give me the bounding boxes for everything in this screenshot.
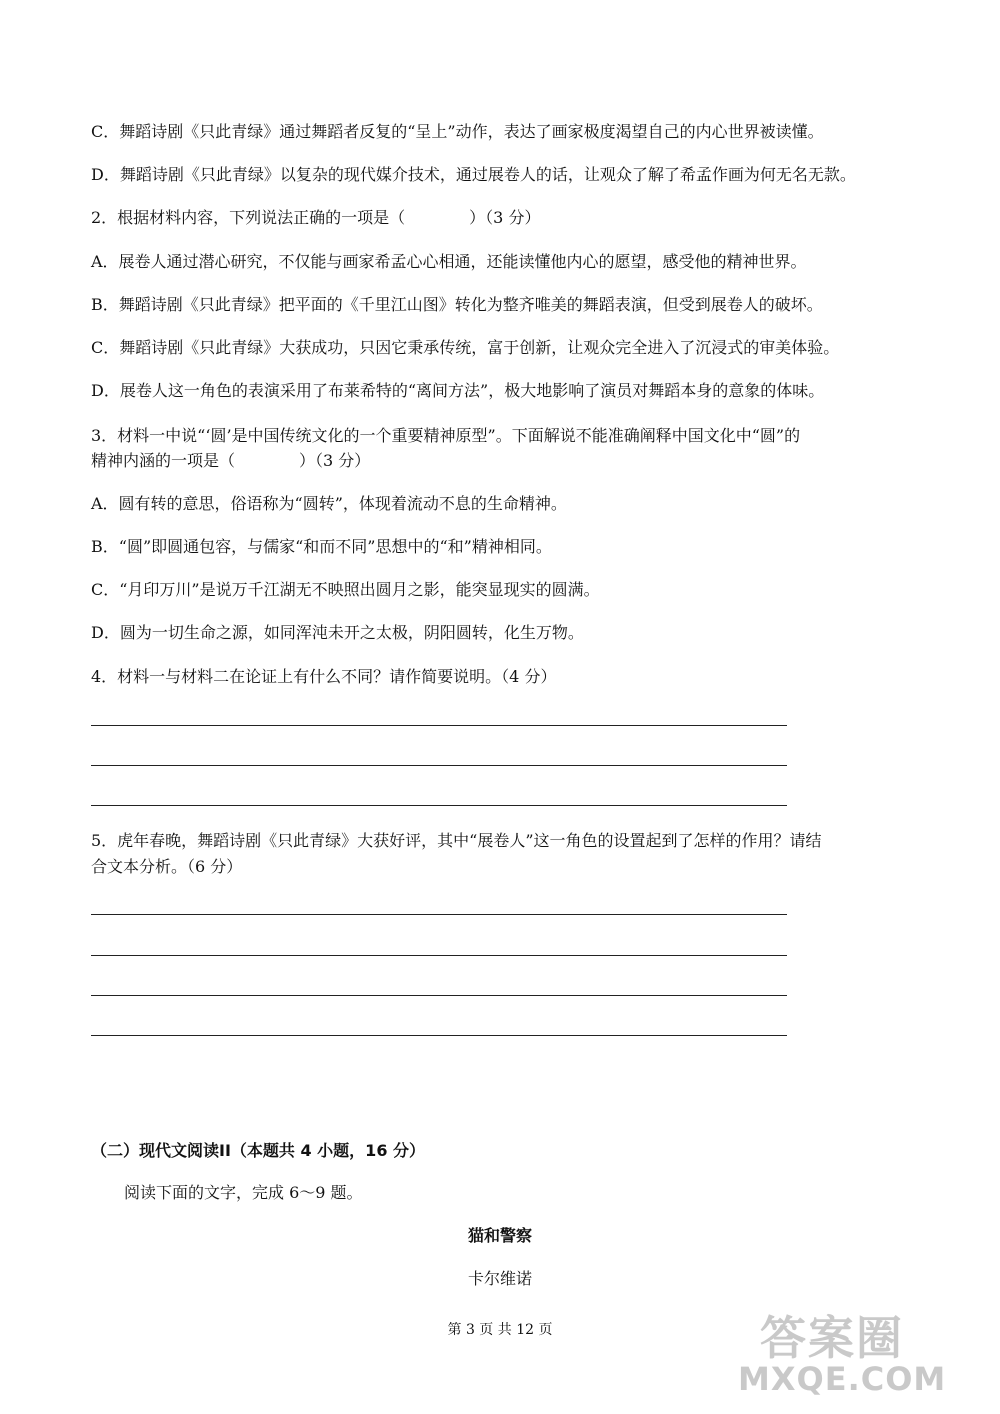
q5-stem-line2: 合文本分析。（6 分）	[91, 857, 243, 876]
reading-instruction: 阅读下面的文字，完成 6～9 题。	[124, 1183, 363, 1202]
q1-option-d: D．舞蹈诗剧《只此青绿》以复杂的现代媒介技术，通过展卷人的话，让观众了解了希孟作画为何无名无款。	[91, 165, 856, 184]
q2-option-a: A．展卷人通过潜心研究，不仅能与画家希孟心心相通，还能读懂他内心的愿望，感受他的精神世界。	[91, 252, 807, 271]
watermark-top-text: 答案圈	[760, 1311, 904, 1365]
q3-option-d: D．圆为一切生命之源，如同浑沌未开之太极，阴阳圆转，化生万物。	[91, 623, 584, 642]
article-author: 卡尔维诺	[467, 1269, 532, 1288]
q3-option-a: A．圆有转的意思，俗语称为“圆转”，体现着流动不息的生命精神。	[91, 494, 567, 513]
q5-stem-line1: 5．虎年春晚，舞蹈诗剧《只此青绿》大获好评，其中“展卷人”这一角色的设置起到了怎样的作用？请结	[91, 831, 822, 850]
watermark-logo	[720, 1302, 970, 1400]
q2-option-d: D．展卷人这一角色的表演采用了布莱希特的“离间方法”，极大地影响了演员对舞蹈本身的意象的体味。	[91, 381, 825, 400]
q5-answer-line-4[interactable]	[91, 1035, 787, 1036]
q2-option-c: C．舞蹈诗剧《只此青绿》大获成功，只因它秉承传统，富于创新，让观众完全进入了沉浸式的审美体验。	[91, 338, 840, 357]
q2-option-b: B．舞蹈诗剧《只此青绿》把平面的《千里江山图》转化为整齐唯美的舞蹈表演，但受到展卷人的破坏。	[91, 295, 823, 314]
q5-answer-line-2[interactable]	[91, 955, 787, 956]
q4-answer-line-1[interactable]	[91, 725, 787, 726]
q3-option-c: C．“月印万川”是说万千江湖无不映照出圆月之影，能突显现实的圆满。	[91, 580, 600, 599]
q3-stem-line2: 精神内涵的一项是（ ）（3 分）	[91, 451, 371, 470]
article-title: 猫和警察	[467, 1226, 532, 1245]
q4-answer-line-3[interactable]	[91, 805, 787, 806]
q3-stem-line1: 3．材料一中说“‘圆’是中国传统文化的一个重要精神原型”。下面解说不能准确阐释中国文化中“圆”的	[91, 426, 801, 445]
page-number: 第 3 页 共 12 页	[447, 1322, 553, 1338]
q2-stem: 2．根据材料内容，下列说法正确的一项是（ ）（3 分）	[91, 208, 541, 227]
q1-option-c: C．舞蹈诗剧《只此青绿》通过舞蹈者反复的“呈上”动作，表达了画家极度渴望自己的内心世界被读懂。	[91, 122, 824, 141]
watermark-bottom-text: MXQE.COM	[738, 1360, 947, 1398]
q5-answer-line-3[interactable]	[91, 995, 787, 996]
q3-option-b: B．“圆”即圆通包容，与儒家“和而不同”思想中的“和”精神相同。	[91, 537, 552, 556]
q4-stem: 4．材料一与材料二在论证上有什么不同？请作简要说明。（4 分）	[91, 667, 557, 686]
q4-answer-line-2[interactable]	[91, 765, 787, 766]
q5-answer-line-1[interactable]	[91, 914, 787, 915]
section-heading: （二）现代文阅读II（本题共 4 小题，16 分）	[91, 1141, 426, 1160]
